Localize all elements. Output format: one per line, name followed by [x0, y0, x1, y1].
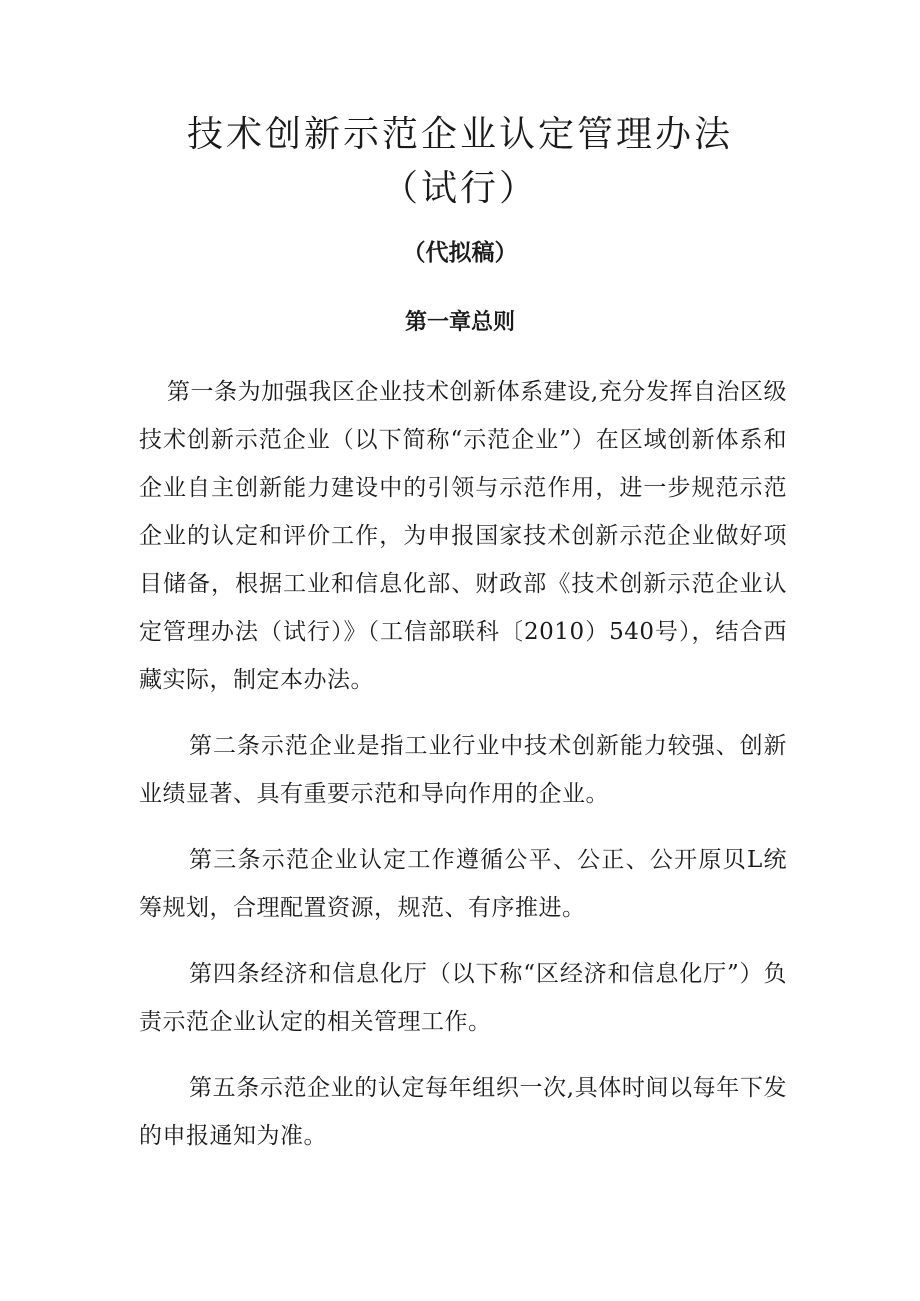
article-4: 第四条经济和信息化厅（以下称“区经济和信息化厅”）负责示范企业认定的相关管理工作。 — [139, 961, 787, 1035]
chapter-heading: 第一章总则 — [404, 310, 515, 335]
article-5: 第五条示范企业的认定每年组织一次,具体时间以每年下发的申报通知为准。 — [139, 1075, 787, 1149]
article-3: 第三条示范企业认定工作遵循公平、公正、公开原贝L统筹规划，合理配置资源，规范、有序推进。 — [139, 847, 787, 921]
article-2: 第二条示范企业是指工业行业中技术创新能力较强、创新业绩显著、具有重要示范和导向作用的企业。 — [139, 733, 787, 807]
article-1: 第一条为加强我区企业技术创新体系建设,充分发挥自治区级技术创新示范企业（以下简称“示范企业”）在区域创新体系和企业自主创新能力建设中的引领与示范作用，进一步规范示范企业的认定和评价工作，为申报国家技术创新示范企业做好项目储备，根据工业和信息化部、财政部《技术创新示范企业认定管理办法（试行）》（工信部联科〔2010）540号），结合西藏实际，制定本办法。 — [139, 379, 787, 693]
document-title: 技术创新示范企业认定管理办法（试行） — [186, 114, 733, 209]
document-subtitle: （代拟稿） — [402, 240, 518, 266]
